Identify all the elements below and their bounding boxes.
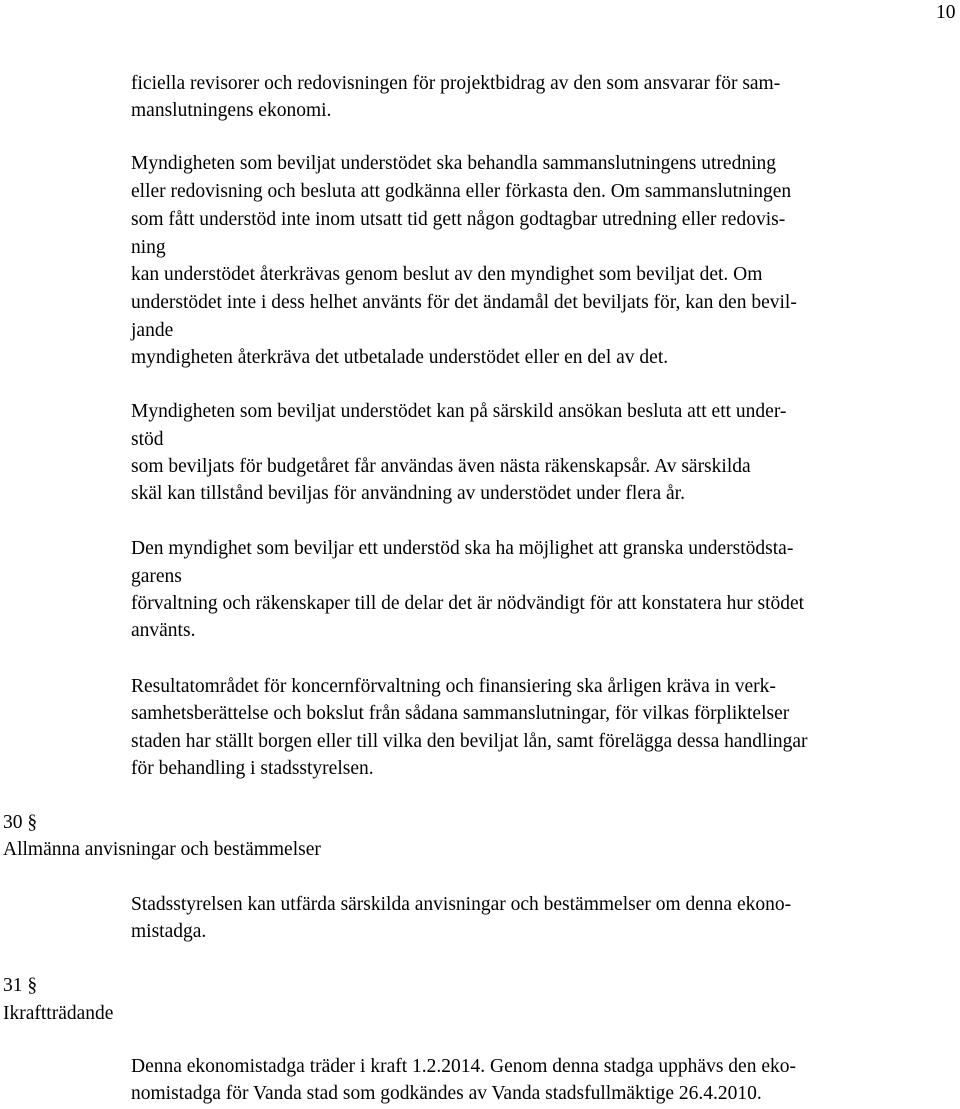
- text-line: myndigheten återkräva det utbetalade understödet eller en del av det.: [131, 347, 669, 368]
- text-line: skäl kan tillstånd beviljas för användning av understödet under flera år.: [131, 483, 685, 504]
- text-line: kan understödet återkrävas genom beslut av den myndighet som beviljat det. Om: [131, 264, 763, 285]
- section-heading: Allmänna anvisningar och bestämmelser: [3, 839, 321, 860]
- text-line: manslutningens ekonomi.: [131, 100, 332, 121]
- text-line: använts.: [131, 620, 196, 641]
- text-line: Denna ekonomistadga träder i kraft 1.2.2014. Genom denna stadga upphävs den eko-: [131, 1056, 796, 1077]
- text-line: nomistadga för Vanda stad som godkändes av Vanda stadsfullmäktige 26.4.2010.: [131, 1083, 762, 1104]
- text-line: Myndigheten som beviljat understödet kan på särskild ansökan besluta att ett under-: [131, 401, 787, 422]
- text-line: Myndigheten som beviljat understödet ska behandla sammanslutningens utredning: [131, 153, 777, 174]
- text-line: ning: [131, 237, 166, 258]
- text-line: Resultatområdet för koncernförvaltning och finansiering ska årligen kräva in verk-: [131, 676, 776, 697]
- section-number: 30 §: [3, 812, 38, 833]
- text-line: stöd: [131, 429, 164, 450]
- text-line: som fått understöd inte inom utsatt tid gett någon godtagbar utredning eller redovis-: [131, 209, 786, 230]
- text-line: eller redovisning och besluta att godkänna eller förkasta den. Om sammanslutningen: [131, 181, 792, 202]
- text-line: för behandling i stadsstyrelsen.: [131, 758, 374, 779]
- text-line: garens: [131, 566, 182, 587]
- text-line: Stadsstyrelsen kan utfärda särskilda anvisningar och bestämmelser om denna ekono-: [131, 894, 792, 915]
- text-line: staden har ställt borgen eller till vilka den beviljat lån, samt förelägga dessa handlingar: [131, 731, 808, 752]
- text-line: samhetsberättelse och bokslut från sådana sammanslutningar, för vilkas förpliktelser: [131, 703, 790, 724]
- section-number: 31 §: [3, 975, 38, 996]
- section-heading: Ikraftträdande: [3, 1003, 114, 1024]
- text-line: jande: [131, 320, 174, 341]
- text-line: förvaltning och räkenskaper till de delar det är nödvändigt för att konstatera hur stödet: [131, 593, 805, 614]
- page-number: 10: [936, 2, 956, 23]
- text-line: som beviljats för budgetåret får användas även nästa räkenskapsår. Av särskilda: [131, 456, 751, 477]
- text-line: mistadga.: [131, 921, 207, 942]
- text-line: ficiella revisorer och redovisningen för projektbidrag av den som ansvarar för sam-: [131, 73, 781, 94]
- text-line: understödet inte i dess helhet använts för det ändamål det beviljats för, kan den bevil-: [131, 292, 797, 313]
- text-line: Den myndighet som beviljar ett understöd ska ha möjlighet att granska understödsta-: [131, 538, 794, 559]
